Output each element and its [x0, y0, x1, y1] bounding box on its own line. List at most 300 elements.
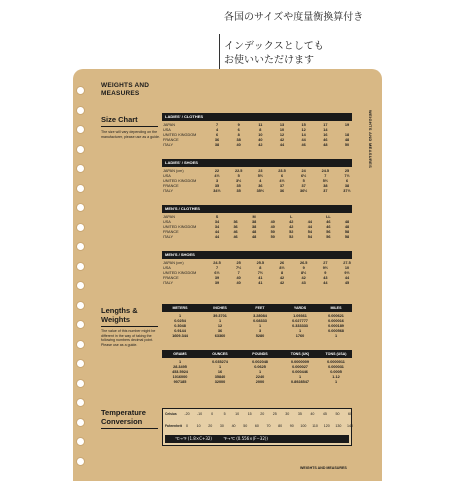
size-cell: 14 — [301, 133, 306, 137]
size-cell: 3½ — [236, 179, 242, 183]
table-cell: 0.000189 — [328, 324, 344, 328]
temperature-title-line2: Conversion — [101, 417, 143, 426]
table-cell: 1 — [258, 324, 262, 328]
size-cell: 5 — [237, 174, 240, 178]
size-cell: L — [290, 215, 293, 219]
size-cell: 40 — [258, 138, 263, 142]
size-cell: 22.5 — [234, 169, 243, 173]
size-cell: 34 — [214, 225, 220, 229]
table-cell: 0.08333 — [253, 319, 267, 323]
table-cell: 0.333333 — [292, 324, 308, 328]
table-cell: 907185 — [173, 380, 187, 384]
scale-tick-label: 50 — [335, 412, 340, 416]
size-cell: 48 — [252, 230, 257, 234]
table-cell: 0.8928547 — [291, 380, 309, 384]
table-cell: 1 — [334, 380, 338, 384]
table-cell: 3 — [258, 329, 262, 333]
table-cell: 0.000031 — [328, 365, 344, 369]
scale-tick-label: 35 — [297, 412, 302, 416]
size-cell: 9 — [302, 266, 305, 270]
table-cell: 1 — [258, 370, 262, 374]
size-row-label: FRANCE — [163, 138, 179, 142]
size-cell: 50 — [270, 230, 275, 234]
table-row — [162, 334, 352, 339]
size-cell: 48 — [344, 225, 350, 229]
size-cell: 46 — [326, 225, 331, 229]
table-cell: 1 — [218, 319, 222, 323]
table-header-cell: OUNCES — [212, 352, 228, 356]
size-cell: 46 — [326, 220, 331, 224]
size-cell: 56 — [326, 230, 331, 234]
binder-hole — [76, 418, 85, 427]
size-row — [162, 189, 352, 194]
size-row-label: ITALY — [163, 235, 173, 239]
size-cell: 44 — [279, 143, 285, 147]
table-cell: 1 — [178, 360, 182, 364]
size-cell: 6 — [345, 179, 349, 183]
table-cell: 0.0254 — [174, 319, 186, 323]
formula-c-to-f: ℃→℉ (1.8×C+32) — [175, 436, 212, 441]
binder-hole — [76, 359, 85, 368]
size-cell: 44 — [214, 235, 220, 239]
fahrenheit-scale — [163, 423, 353, 433]
size-cell: 19 — [344, 123, 350, 127]
size-cell: 6 — [215, 133, 219, 137]
size-row-label: UNITED KINGDOM — [163, 225, 197, 229]
weight-header-bar — [162, 350, 352, 358]
scale-tick-label: 25 — [272, 412, 277, 416]
size-cell: 6 — [237, 128, 240, 132]
size-cell: 35 — [236, 184, 241, 188]
scale-tick-label: 20 — [208, 424, 213, 428]
size-cell: 10 — [344, 266, 350, 270]
size-cell: 11 — [258, 123, 263, 127]
size-cell: 41 — [258, 276, 263, 280]
size-cell: 5½ — [322, 179, 328, 183]
binder-hole — [76, 262, 85, 271]
table-cell: 0.027777 — [292, 319, 308, 323]
table-header-cell: MILES — [330, 306, 342, 310]
scale-tick-label: 50 — [243, 424, 248, 428]
binder-hole — [76, 242, 85, 251]
size-row-label: FRANCE — [163, 230, 179, 234]
table-cell: 0.0625 — [254, 365, 266, 369]
size-row-label: JAPAN — [163, 123, 175, 127]
size-row-label: JAPAN (cm) — [163, 261, 184, 265]
lengths-title-line2: Weights — [101, 315, 131, 324]
binder-hole — [76, 184, 85, 193]
size-cell: 34 — [214, 220, 220, 224]
size-cell: 58 — [344, 230, 350, 234]
size-cell: 38 — [252, 225, 257, 229]
size-cell: 54 — [307, 230, 312, 234]
size-row-label: FRANCE — [163, 184, 179, 188]
size-row — [162, 235, 352, 240]
ladies-clothes-block — [162, 113, 352, 149]
size-row — [162, 143, 352, 148]
table-cell: 16 — [217, 370, 223, 374]
table-cell: 35840 — [214, 375, 226, 379]
size-cell: M — [252, 215, 256, 219]
size-cell: 23.5 — [278, 169, 286, 173]
size-cell: 38 — [323, 184, 328, 188]
table-header-cell: TONS (UK) — [290, 352, 310, 356]
binder-hole — [76, 164, 85, 173]
ladies-clothes-body — [162, 121, 352, 149]
temperature-rule — [101, 428, 158, 429]
size-cell: 26.5 — [299, 261, 308, 265]
binder-hole — [76, 203, 85, 212]
size-cell: 6½ — [214, 271, 220, 275]
size-cell: 34½ — [213, 189, 221, 193]
size-cell: 39 — [214, 281, 220, 285]
table-cell: 0.000621 — [328, 314, 344, 318]
size-cell: 40 — [236, 143, 241, 147]
ladies-clothes-head: LADIES' / CLOTHES — [162, 113, 352, 121]
weight-table-rows — [162, 360, 352, 385]
binder-hole — [76, 301, 85, 310]
size-cell: 37½ — [343, 189, 351, 193]
size-cell: 12 — [279, 133, 285, 137]
size-cell: 24.5 — [321, 169, 330, 173]
callout-sizes: 各国のサイズや度量衡換算付き — [224, 12, 364, 23]
size-cell: 8 — [280, 271, 284, 275]
size-cell: 5½ — [257, 174, 263, 178]
temperature-title-line1: Temperature — [101, 408, 146, 417]
table-cell: 3.28084 — [253, 314, 267, 318]
table-cell: 0.3048 — [174, 324, 186, 328]
scale-tick-label: 40 — [231, 424, 236, 428]
scale-tick-label: 110 — [312, 424, 318, 428]
table-header-cell: TONS (USA) — [325, 352, 347, 356]
size-cell: 7 — [237, 271, 240, 275]
scale-tick-label: 80 — [278, 424, 283, 428]
size-cell: 4 — [215, 128, 219, 132]
table-cell: 0.000568 — [328, 329, 344, 333]
page-title-line2: MEASURES — [101, 90, 140, 97]
scale-tick-label: 5 — [223, 412, 226, 416]
ladies-shoes-block — [162, 159, 352, 195]
scale-tick-label: 120 — [323, 424, 330, 428]
binder-hole — [76, 281, 85, 290]
table-cell: 1 — [298, 375, 302, 379]
size-cell: 35 — [236, 189, 241, 193]
size-cell: 22 — [214, 169, 220, 173]
callout-index-line2: お使いいただけます — [224, 55, 314, 66]
side-index-title: WEIGHTS AND MEASURES — [368, 110, 373, 169]
lengths-rule — [101, 326, 158, 327]
table-cell: 0.035274 — [212, 360, 228, 364]
size-cell: 7½ — [344, 174, 350, 178]
table-cell: 1760 — [295, 334, 305, 338]
size-row-label: UNITED KINGDOM — [163, 133, 197, 137]
size-cell: 40 — [270, 220, 275, 224]
size-row-label: USA — [163, 128, 171, 132]
size-cell: 36 — [279, 189, 285, 193]
size-cell: 7½ — [236, 266, 242, 270]
scale-tick-label: 0 — [211, 412, 214, 416]
binder-hole — [76, 125, 85, 134]
size-cell: 52 — [289, 230, 294, 234]
size-row-label: ITALY — [163, 189, 173, 193]
fahrenheit-label: Fahrenheit — [165, 424, 182, 428]
table-cell: 1609.344 — [172, 334, 188, 338]
size-cell: 25 — [236, 261, 241, 265]
size-cell: 35 — [214, 184, 220, 188]
scale-tick-label: 45 — [322, 412, 327, 416]
table-header-cell: METERS — [172, 306, 188, 310]
size-cell: 17 — [323, 123, 328, 127]
size-cell: 48 — [252, 235, 257, 239]
temperature-title — [101, 408, 146, 426]
table-cell: 453.5924 — [172, 370, 188, 374]
size-cell: 43 — [301, 281, 306, 285]
size-cell: 42 — [258, 143, 263, 147]
size-cell: 7½ — [257, 271, 263, 275]
size-cell: 42 — [279, 281, 285, 285]
size-cell: 15 — [301, 123, 306, 127]
temperature-scale-box — [162, 408, 352, 446]
size-cell: S — [215, 215, 219, 219]
size-cell: 4½ — [214, 174, 220, 178]
scale-tick-label: 70 — [266, 424, 271, 428]
table-cell: 1 — [298, 329, 302, 333]
size-cell: LL — [326, 215, 331, 219]
size-cell: 36 — [233, 220, 238, 224]
ladies-shoes-body — [162, 167, 352, 195]
size-cell: 38 — [252, 220, 257, 224]
scale-tick-label: -20 — [184, 412, 190, 416]
table-cell: 1 — [218, 365, 222, 369]
size-cell: 38 — [344, 184, 350, 188]
size-cell: 36 — [233, 225, 238, 229]
size-cell: 54 — [307, 235, 312, 239]
scale-tick-label: 100 — [300, 424, 307, 428]
size-cell: 7 — [215, 266, 219, 270]
scale-tick-label: 40 — [310, 412, 315, 416]
table-cell: 1.12 — [332, 375, 340, 379]
scale-tick-label: -10 — [196, 412, 203, 416]
celsius-ticks — [184, 411, 352, 421]
page-footer: WEIGHTS AND MEASURES — [300, 466, 347, 470]
mens-clothes-block — [162, 205, 352, 241]
binder-hole — [76, 86, 85, 95]
size-row-label: JAPAN — [163, 215, 175, 219]
size-cell: 24 — [301, 169, 306, 173]
table-cell: 63360 — [214, 334, 226, 338]
mens-clothes-head: MEN'S / CLOTHES — [162, 205, 352, 213]
size-cell: 36 — [214, 138, 220, 142]
formula-f-to-c: ℉→℃ (0.556×(F−32)) — [223, 436, 268, 441]
size-cell: 44 — [301, 138, 306, 142]
binder-hole — [76, 340, 85, 349]
celsius-label: Celsius — [165, 412, 177, 416]
binder-hole — [76, 437, 85, 446]
table-cell: 0.9144 — [174, 329, 186, 333]
table-cell: 12 — [217, 324, 223, 328]
mens-clothes-body — [162, 213, 352, 241]
table-cell: 0.000446 — [292, 370, 308, 374]
size-cell: 40 — [236, 281, 241, 285]
length-header-bar — [162, 304, 352, 312]
fahrenheit-ticks — [186, 423, 353, 433]
table-header-cell: INCHES — [213, 306, 227, 310]
size-row-label: ITALY — [163, 143, 173, 147]
size-cell: 36½ — [299, 189, 308, 193]
size-cell: 44 — [307, 225, 312, 229]
size-row-label: USA — [163, 174, 171, 178]
size-cell: 43 — [323, 276, 328, 280]
size-cell: 48 — [344, 138, 350, 142]
size-cell: 5 — [302, 179, 305, 183]
size-cell: 25 — [344, 169, 350, 173]
scale-tick-label: 130 — [335, 424, 342, 428]
size-cell: 44 — [214, 230, 220, 234]
callout-index — [224, 40, 324, 68]
size-cell: 9 — [237, 123, 240, 127]
table-row — [162, 380, 352, 385]
size-cell: 35½ — [256, 189, 265, 193]
size-cell: 44 — [307, 220, 312, 224]
size-cell: 14 — [323, 128, 328, 132]
formula-bar — [165, 435, 349, 443]
table-cell: 2000 — [255, 380, 265, 384]
size-cell: 48 — [323, 143, 328, 147]
mens-shoes-body — [162, 259, 352, 287]
size-cell: 4½ — [279, 179, 285, 183]
size-cell: 36 — [258, 184, 263, 188]
size-cell: 4 — [259, 179, 262, 183]
binder-hole — [76, 379, 85, 388]
size-cell: 46 — [233, 235, 238, 239]
celsius-scale — [163, 411, 353, 421]
size-chart-title: Size Chart — [101, 115, 138, 124]
table-cell: 36 — [217, 329, 223, 333]
size-cell: 50 — [270, 235, 275, 239]
table-header-cell: GRAMS — [173, 352, 187, 356]
table-cell: 1.09361 — [293, 314, 307, 318]
size-cell: 58 — [344, 235, 350, 239]
scale-tick-label: 10 — [196, 424, 201, 428]
size-cell: 3 — [215, 179, 219, 183]
size-cell: 27 — [323, 261, 328, 265]
size-cell: 39 — [214, 276, 220, 280]
mens-shoes-head: MEN'S / SHOES — [162, 251, 352, 259]
scale-tick-label: 20 — [260, 412, 265, 416]
table-header-cell: YARDS — [293, 306, 307, 310]
size-cell: 25.5 — [256, 261, 265, 265]
size-cell: 46 — [301, 143, 306, 147]
size-cell: 42 — [289, 220, 294, 224]
size-cell: 6 — [280, 174, 284, 178]
size-row — [162, 281, 352, 286]
binder-hole — [76, 398, 85, 407]
page-title — [101, 82, 149, 98]
size-cell: 9½ — [322, 266, 328, 270]
table-cell: 28.3495 — [173, 365, 187, 369]
scale-tick-label: 60 — [348, 412, 352, 416]
binder-hole — [76, 320, 85, 329]
size-cell: 40 — [236, 276, 241, 280]
binder-hole — [76, 457, 85, 466]
scale-tick-label: 90 — [289, 424, 294, 428]
table-cell: 0.0000011 — [327, 360, 345, 364]
size-cell: 42 — [301, 276, 306, 280]
size-cell: 8½ — [301, 271, 307, 275]
table-header-cell: POUNDS — [252, 352, 268, 356]
size-cell: 46 — [323, 138, 328, 142]
size-cell: 6½ — [301, 174, 307, 178]
table-cell: 39.3701 — [213, 314, 227, 318]
size-row-label: UNITED KINGDOM — [163, 271, 197, 275]
size-cell: 50 — [344, 143, 350, 147]
size-cell: 24.5 — [213, 261, 221, 265]
table-cell: 1016000 — [172, 375, 188, 379]
size-cell: 10 — [279, 128, 285, 132]
table-cell: 5280 — [255, 334, 265, 338]
scale-tick-label: 0 — [186, 424, 188, 428]
size-chart-rule — [101, 126, 158, 127]
size-cell: 42 — [279, 138, 285, 142]
mens-shoes-block — [162, 251, 352, 287]
size-cell: 9½ — [344, 271, 350, 275]
table-cell: 0.000016 — [328, 319, 344, 323]
table-cell: 0.0000009 — [291, 360, 309, 364]
scale-tick-label: 30 — [219, 424, 224, 428]
binder-hole — [76, 106, 85, 115]
size-cell: 8 — [237, 133, 240, 137]
lengths-title-line1: Lengths & — [101, 306, 138, 315]
binder-hole — [76, 145, 85, 154]
table-cell: 1 — [178, 314, 182, 318]
table-cell: 0.002048 — [252, 360, 268, 364]
lengths-note: The value of this number might be different in the way of taking the following numbers decimal point. Please use as a guide. — [101, 329, 156, 347]
size-cell: 40 — [270, 225, 275, 229]
size-cell: 9 — [324, 271, 327, 275]
size-cell: 12 — [301, 128, 306, 132]
size-row-label: USA — [163, 266, 171, 270]
size-cell: 8 — [259, 128, 262, 132]
size-row-label: FRANCE — [163, 276, 179, 280]
size-cell: 7 — [324, 174, 327, 178]
scale-tick-label: 60 — [254, 424, 259, 428]
size-cell: 42 — [279, 276, 285, 280]
size-cell: 44 — [344, 276, 350, 280]
size-cell: 23 — [258, 169, 263, 173]
size-cell: 26 — [279, 261, 285, 265]
size-cell: 37 — [301, 184, 306, 188]
size-cell: 44 — [323, 281, 328, 285]
size-cell: 8½ — [279, 266, 285, 270]
size-cell: 7 — [215, 123, 219, 127]
size-cell: 48 — [344, 220, 350, 224]
size-row-label: ITALY — [163, 281, 173, 285]
scale-tick-label: 140 — [347, 424, 353, 428]
size-cell: 37 — [323, 189, 328, 193]
size-row-label: JAPAN (cm) — [163, 169, 184, 173]
size-cell: 52 — [289, 235, 294, 239]
callout-index-line1: インデックスとしても — [224, 41, 324, 52]
table-cell: 0.0005 — [330, 370, 342, 374]
size-cell: 38 — [214, 143, 220, 147]
size-cell: 27.5 — [343, 261, 351, 265]
size-cell: 46 — [233, 230, 238, 234]
scale-tick-label: 30 — [285, 412, 290, 416]
size-cell: 8 — [259, 266, 262, 270]
size-cell: 16 — [323, 133, 328, 137]
table-cell: 32000 — [214, 380, 226, 384]
table-cell: 1 — [334, 334, 338, 338]
